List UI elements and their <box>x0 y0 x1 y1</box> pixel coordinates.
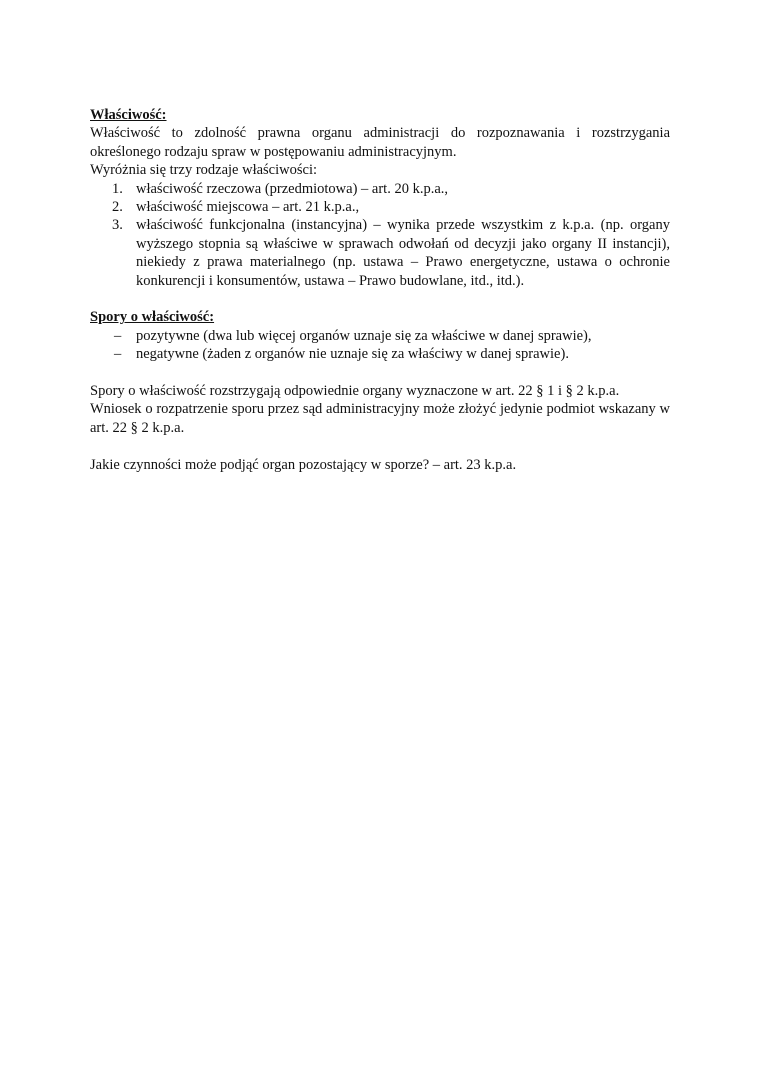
section-heading-wlasciwosc: Właściwość: <box>90 107 167 123</box>
types-intro: Wyróżnia się trzy rodzaje właściwości: <box>90 162 318 179</box>
motion-paragraph: Wniosek o rozpatrzenie sporu przez sąd administracyjny może złożyć jedynie podmiot wskazany w art. 22 § 2 k.p.a. <box>90 401 670 436</box>
list-item-text: właściwość rzeczowa (przedmiotowa) – art. 20 k.p.a., <box>136 180 449 197</box>
list-item <box>90 198 670 216</box>
list-item-text: właściwość miejscowa – art. 21 k.p.a., <box>136 199 360 216</box>
list-item <box>90 216 670 290</box>
spacer <box>90 364 670 382</box>
list-number: 3. <box>112 217 123 234</box>
section-heading-spory: Spory o właściwość: <box>90 309 215 326</box>
list-item <box>90 327 670 345</box>
dash-bullet: – <box>114 346 122 363</box>
spacer <box>90 290 670 308</box>
dash-bullet: – <box>114 327 122 344</box>
list-item <box>90 180 670 198</box>
disputes-list <box>90 327 670 364</box>
document-page <box>90 106 670 474</box>
list-item-text: negatywne (żaden z organów nie uznaje się za właściwy w danej sprawie). <box>136 346 569 363</box>
types-list <box>90 180 670 290</box>
list-item <box>90 345 670 363</box>
definition-paragraph: Właściwość to zdolność prawna organu administracji do rozpoznawania i rozstrzygania określonego rodzaju spraw w postępowaniu administracyjnym. <box>90 125 670 160</box>
list-item-text: pozytywne (dwa lub więcej organów uznaje się za właściwe w danej sprawie), <box>136 327 592 344</box>
spacer <box>90 437 670 455</box>
question-paragraph: Jakie czynności może podjąć organ pozostający w sporze? – art. 23 k.p.a. <box>90 456 517 473</box>
resolution-paragraph: Spory o właściwość rozstrzygają odpowiednie organy wyznaczone w art. 22 § 1 i § 2 k.p.a. <box>90 383 620 400</box>
list-number: 2. <box>112 199 123 216</box>
list-item-text: właściwość funkcjonalna (instancyjna) – wynika przede wszystkim z k.p.a. (np. organy wyższego stopnia są właściwe w sprawach odwołań od decyzji jako organy II instancji), niekiedy z prawa materialnego (np. ustawa – Prawo energetyczne, ustawa o ochronie konkurencji i konsumentów, ustawa – Prawo budowlane, itd., itd.). <box>136 217 670 289</box>
list-number: 1. <box>112 180 123 197</box>
